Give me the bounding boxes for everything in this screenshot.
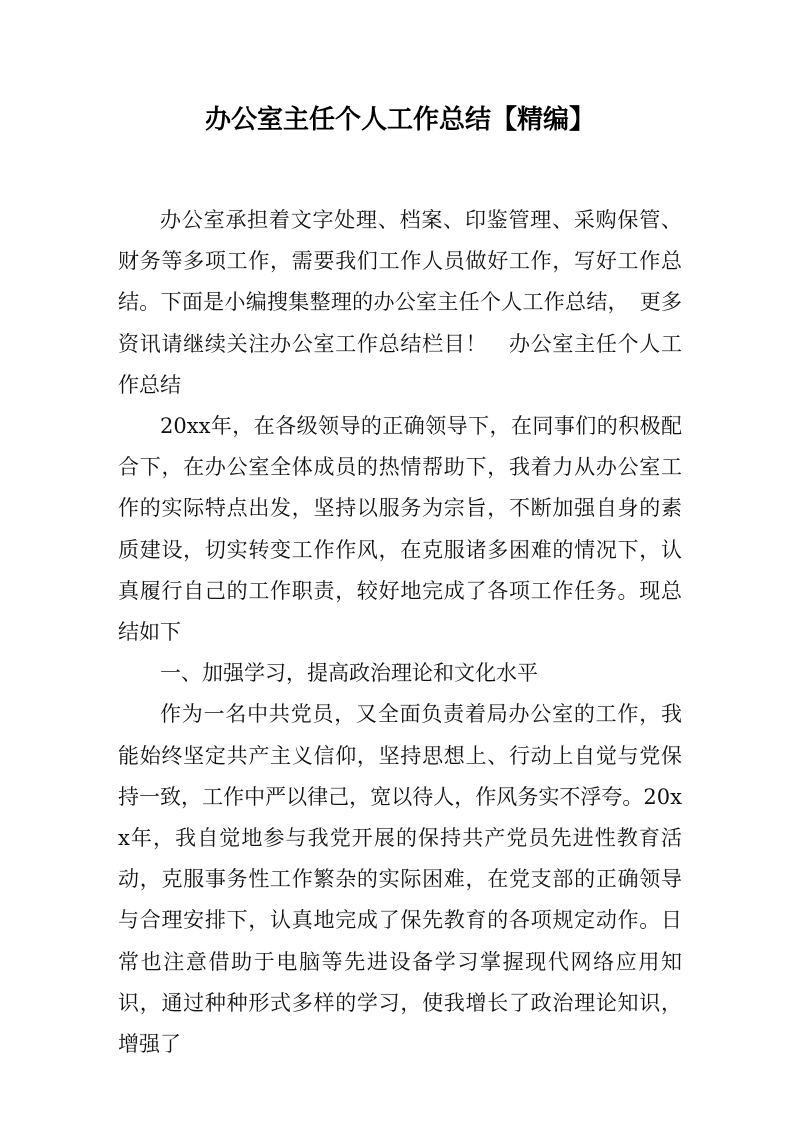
document-title: 办公室主任个人工作总结【精编】 xyxy=(204,105,595,135)
paragraph-intro: 办公室承担着文字处理、档案、印鉴管理、采购保管、财务等多项工作，需要我们工作人员做好工作，写好工作总结。下面是小编搜集整理的办公室主任个人工作总结， 更多资讯请继续关注办公室工作总结栏目！ 办公室主任个人工作总结 xyxy=(118,208,682,397)
document-body xyxy=(118,200,682,1065)
paragraph-summary: 20xx年，在各级领导的正确领导下，在同事们的积极配合下，在办公室全体成员的热情帮助下，我着力从办公室工作的实际特点出发，坚持以服务为宗旨，不断加强自身的素质建设，切实转变工作作风，在克服诸多困难的情况下，认真履行自己的工作职责，较好地完成了各项工作任务。现总结如下 xyxy=(118,414,682,645)
paragraph-section-one: 作为一名中共党员，又全面负责着局办公室的工作，我能始终坚定共产主义信仰，坚持思想上、行动上自觉与党保持一致，工作中严以律己，宽以待人，作风务实不浮夸。20xx年，我自觉地参与我党开展的保持共产党员先进性教育活动，克服事务性工作繁杂的实际困难，在党支部的正确领导与合理安排下，认真地完成了保先教育的各项规定动作。日常也注意借助于电脑等先进设备学习掌握现代网络应用知识，通过种种形式多样的学习，使我增长了政治理论知识，增强了 xyxy=(118,702,682,1057)
section-heading: 一、加强学习，提高政治理论和文化水平 xyxy=(160,661,538,686)
